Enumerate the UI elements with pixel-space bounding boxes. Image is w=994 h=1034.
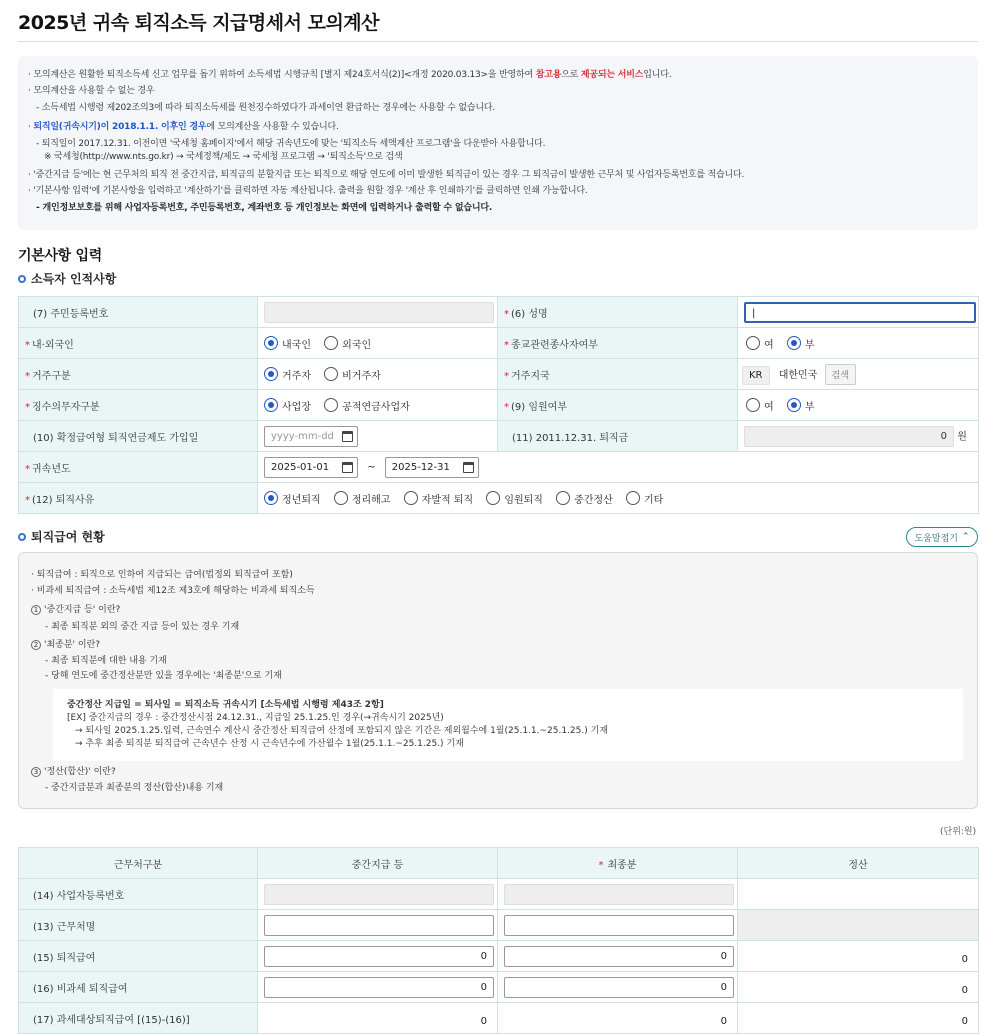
country-code: KR — [742, 366, 770, 385]
reason-label: * (12) 퇴직사유 — [19, 483, 258, 514]
example-box — [53, 689, 963, 761]
calendar-icon[interactable] — [342, 431, 353, 442]
residence-label: * 거주구분 — [19, 359, 258, 390]
unit-label: (단위:원) — [940, 827, 977, 837]
nationality-label: * 내·외국인 — [19, 328, 258, 359]
won-unit: 원 — [957, 431, 967, 442]
country-search-button[interactable]: 검색 — [825, 364, 856, 385]
radio-reason-retirement-age[interactable]: 정년퇴직 — [264, 491, 321, 506]
help-q2: 2 '최종분' 이란? — [31, 639, 100, 651]
radio-domestic[interactable]: 내국인 — [264, 336, 311, 351]
col-header-settlement: 정산 — [738, 848, 979, 879]
help-q1: 1 '중간지급 등' 이란? — [31, 604, 120, 616]
help-line: - 중간지급분과 최종분의 정산(합산)내용 기재 — [45, 783, 224, 793]
example-line: [EX] 중간지급의 경우 : 중간정산시점 24.12.31., 지급일 25.1.25.인 경우(→귀속시기 2025년) — [67, 713, 444, 723]
basic-heading: 기본사항 입력 — [18, 248, 102, 264]
circle-bullet-icon — [18, 275, 26, 283]
pay-interim-field[interactable]: 0 — [264, 946, 494, 967]
radio-resident[interactable]: 거주자 — [264, 367, 311, 382]
radio-religion-yes[interactable]: 여 — [746, 336, 774, 351]
example-line: → 퇴사일 2025.1.25.입력, 근속연수 계산시 중간정산 퇴직급여 산정에 포함되지 않은 기간은 제외월수에 1월(25.1.1.~25.1.25.) 기재 — [75, 726, 609, 736]
help-box — [18, 552, 978, 809]
pay-settlement-value: 0 — [738, 941, 979, 972]
dc-date-label: (10) 확정급여형 퇴직연금제도 가입일 — [19, 421, 258, 452]
person-info-table — [18, 296, 979, 514]
company-settlement-cell — [738, 910, 979, 941]
radio-nonresident[interactable]: 비거주자 — [324, 367, 381, 382]
rrn-field — [264, 302, 494, 323]
pay2011-label: (11) 2011.12.31. 퇴직금 — [498, 421, 738, 452]
year-from-field[interactable]: 2025-01-01 — [264, 457, 358, 478]
executive-label: * (9) 임원여부 — [498, 390, 738, 421]
radio-reason-interim[interactable]: 중간정산 — [556, 491, 613, 506]
dc-date-field[interactable]: yyyy-mm-dd — [264, 426, 358, 447]
person-subheading: 소득자 인적사항 — [18, 270, 116, 287]
withholder-label: * 징수의무자구분 — [19, 390, 258, 421]
pay-final-field[interactable]: 0 — [504, 946, 734, 967]
help-line: - 당해 연도에 중간정산분만 있을 경우에는 '최종분'으로 기재 — [45, 671, 282, 681]
retire-pay-table — [18, 847, 979, 1034]
name-label: * (6) 성명 — [498, 297, 738, 328]
radio-workplace[interactable]: 사업장 — [264, 398, 311, 413]
notice-line-5: - 퇴직일이 2017.12.31. 이전이면 '국세청 홈페이지'에서 해당 귀속년도에 맞는 '퇴직소득 세액계산 프로그램'을 다운받아 사용합니다. — [36, 139, 546, 149]
radio-exec-yes[interactable]: 여 — [746, 398, 774, 413]
taxable-interim-value: 0 — [258, 1003, 498, 1034]
col-header-workplace: 근무처구분 — [19, 848, 258, 879]
row-label-company: (13) 근무처명 — [19, 910, 258, 941]
nontax-settlement-value: 0 — [738, 972, 979, 1003]
chevron-up-icon: ⌃ — [961, 532, 970, 542]
notice-line-7: · '중간지급 등'에는 현 근무처의 퇴직 전 중간지급, 퇴직금의 분할지급 또는 퇴직으로 해당 연도에 이미 발생한 퇴직금이 있는 경우 그 퇴직금이 발생한 근무처 및 사업자등록번호를 적습니다. — [28, 170, 745, 180]
row-label-nontax: (16) 비과세 퇴직급여 — [19, 972, 258, 1003]
taxable-final-value: 0 — [498, 1003, 738, 1034]
title-divider — [18, 41, 978, 42]
country-name: 대한민국 — [778, 369, 818, 381]
notice-line-1: · 모의계산은 원활한 퇴직소득세 신고 업무를 돕기 위하여 소득세법 시행규칙 [별지 제24호서식(2)]<개정 2020.03.13>을 반영하여 참고용으로 제공되는 서비스입니다. — [28, 70, 672, 80]
year-to-field[interactable]: 2025-12-31 — [385, 457, 479, 478]
pay2011-field: 0 — [744, 426, 954, 447]
notice-line-2: · 모의계산을 사용할 수 없는 경우 — [28, 86, 155, 96]
bizno-final-field — [504, 884, 734, 905]
row-label-bizno: (14) 사업자등록번호 — [19, 879, 258, 910]
notice-line-9: - 개인정보보호를 위해 사업자등록번호, 주민등록번호, 계좌번호 등 개인정보는 화면에 입력하거나 출력할 수 없습니다. — [36, 203, 493, 213]
notice-box — [18, 56, 978, 230]
retire-subheading: 퇴직급여 현황 — [18, 528, 105, 545]
radio-exec-no[interactable]: 부 — [787, 398, 815, 413]
col-header-interim: 중간지급 등 — [258, 848, 498, 879]
notice-line-8: · '기본사항 입력'에 기본사항을 입력하고 '계산하기'를 클릭하면 자동 계산됩니다. 출력을 원할 경우 '계산 후 인쇄하기'를 클릭하면 인쇄 가능합니다. — [28, 186, 588, 196]
taxable-settlement-value: 0 — [738, 1003, 979, 1034]
radio-reason-layoff[interactable]: 정리해고 — [334, 491, 391, 506]
page-title: 2025년 귀속 퇴직소득 지급명세서 모의계산 — [18, 12, 380, 34]
nontax-final-field[interactable]: 0 — [504, 977, 734, 998]
calendar-icon[interactable] — [463, 462, 474, 473]
nontax-interim-field[interactable]: 0 — [264, 977, 494, 998]
range-tilde: ~ — [367, 462, 376, 473]
company-final-field[interactable] — [504, 915, 734, 936]
radio-pension-operator[interactable]: 공적연금사업자 — [324, 398, 410, 413]
help-line: - 최종 퇴직분 외의 중간 지급 등이 있는 경우 기재 — [45, 622, 240, 632]
col-header-final: * 최종분 — [498, 848, 738, 879]
company-interim-field[interactable] — [264, 915, 494, 936]
name-field[interactable]: | — [744, 302, 976, 323]
radio-reason-voluntary[interactable]: 자발적 퇴직 — [404, 491, 473, 506]
notice-line-6: ※ 국세청(http://www.nts.go.kr) → 국세정책/제도 → 국세청 프로그램 → '퇴직소득'으로 검색 — [44, 152, 403, 162]
circle-bullet-icon — [18, 533, 26, 541]
radio-reason-executive[interactable]: 임원퇴직 — [486, 491, 543, 506]
help-line: · 퇴직급여 : 퇴직으로 인하여 지급되는 급여(법정외 퇴직급여 포함) — [31, 570, 293, 580]
bizno-interim-field — [264, 884, 494, 905]
example-line: → 추후 최종 퇴직분 퇴직급여 근속년수 산정 시 근속년수에 가산월수 1월(25.1.1.~25.1.25.) 기재 — [75, 739, 464, 749]
country-label: * 거주지국 — [498, 359, 738, 390]
radio-religion-no[interactable]: 부 — [787, 336, 815, 351]
calendar-icon[interactable] — [342, 462, 353, 473]
row-label-pay: (15) 퇴직급여 — [19, 941, 258, 972]
radio-foreign[interactable]: 외국인 — [324, 336, 371, 351]
year-label: * 귀속년도 — [19, 452, 258, 483]
help-q3: 3 '정산(합산)' 이란? — [31, 766, 116, 778]
example-title: 중간정산 지급일 = 퇴사일 = 퇴직소득 귀속시기 [소득세법 시행령 제43조 2항] — [67, 700, 384, 710]
help-collapse-button[interactable]: 도움말접기 ⌃ — [906, 527, 978, 547]
notice-line-3: - 소득세법 시행령 제202조의3에 따라 퇴직소득세를 원천징수하였다가 과세이연 환급하는 경우에는 사용할 수 없습니다. — [36, 103, 495, 113]
row-label-taxable: (17) 과세대상퇴직급여 [(15)-(16)] — [19, 1003, 258, 1034]
religion-label: * 종교관련종사자여부 — [498, 328, 738, 359]
help-line: · 비과세 퇴직급여 : 소득세법 제12조 제3호에 해당하는 비과세 퇴직소득 — [31, 586, 315, 596]
notice-line-4: · 퇴직일(귀속시기)이 2018.1.1. 이후인 경우에 모의계산을 사용할 수 있습니다. — [28, 122, 339, 132]
rrn-label: (7) 주민등록번호 — [19, 297, 258, 328]
radio-reason-other[interactable]: 기타 — [626, 491, 663, 506]
help-line: - 최종 퇴직분에 대한 내용 기재 — [45, 656, 167, 666]
